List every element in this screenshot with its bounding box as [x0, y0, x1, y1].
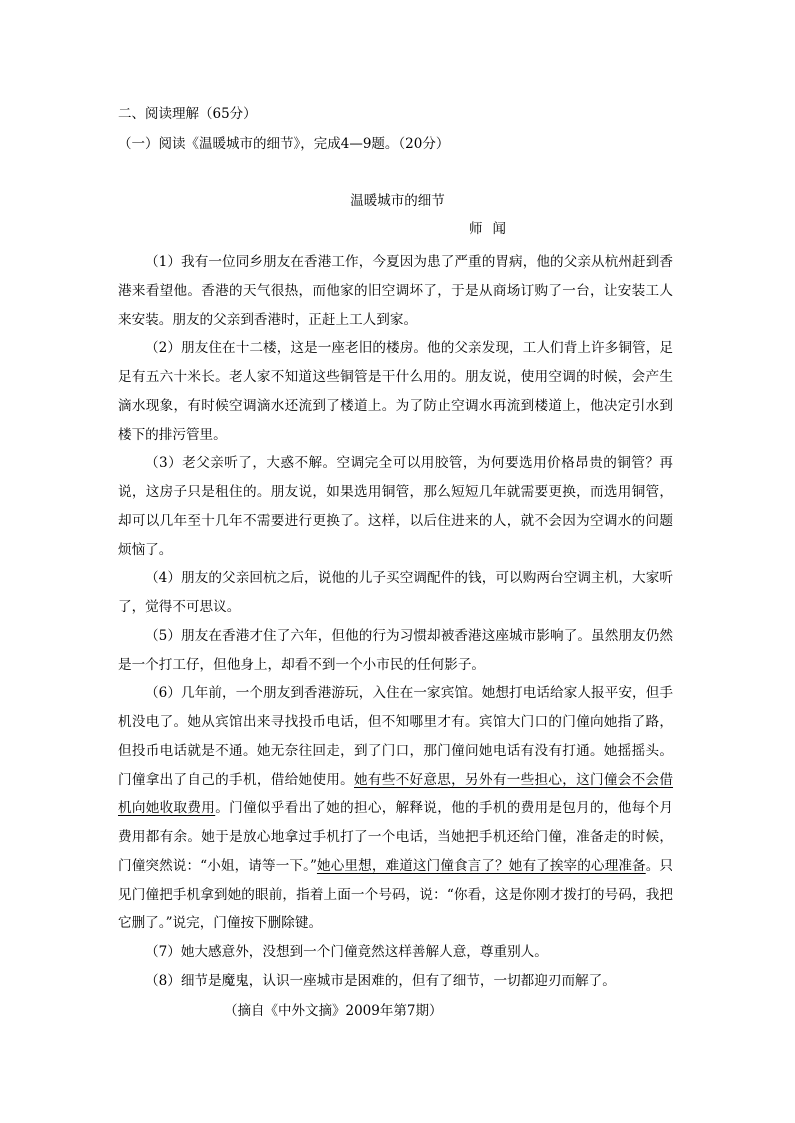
- article-source: （摘自《中外文摘》2009年第7期）: [224, 1003, 443, 1019]
- paragraph-4: （4）朋友的父亲回杭之后，说他的儿子买空调配件的钱，可以购两台空调主机，大家听了，觉得不可思议。: [118, 570, 673, 615]
- article-author: 师闻: [469, 221, 516, 237]
- paragraph-2: （2）朋友住在十二楼，这是一座老旧的楼房。他的父亲发现，工人们背上许多铜管，足足有五六十米长。老人家不知道这些铜管是干什么用的。朋友说，使用空调的时候，会产生滴水现象，有时候空调滴水还流到了楼道上。为了防止空调水再流到楼道上，他决定引水到楼下的排污管里。: [118, 340, 673, 443]
- paragraph-6: [118, 679, 673, 938]
- paragraph-6-part-b: 。门僮似乎看出了她的担心，解释说，他的手机的费用是包月的，他每个月费用都有余。她于是放心地拿过手机打了一个电话，当她把手机还给门僮，准备走的时候，门僮突然说：“小姐，请等一下。”: [118, 800, 674, 874]
- paragraph-6-part-a: （6）几年前，一个朋友到香港游玩，入住在一家宾馆。她想打电话给家人报平安，但手机没电了。她从宾馆出来寻找投币电话，但不知哪里才有。宾馆大门口的门僮向她指了路，但投币电话就是不通。她无奈往回走，到了门口，那门僮问她电话有没有打通。她摇摇头。门僮拿出了自己的手机，借给她使用。: [118, 685, 673, 788]
- paragraph-7: （7）她大感意外，没想到一个门僮竟然这样善解人意，尊重别人。: [145, 944, 548, 960]
- article-title: 温暖城市的细节: [350, 193, 445, 209]
- underlined-sentence-1: 她有些不好意思，另外有一些担心，这门僮会不会借机向她收取费用: [118, 771, 674, 817]
- paragraph-5: （5）朋友在香港才住了六年，但他的行为习惯却被香港这座城市影响了。虽然朋友仍然是一个打工仔，但他身上，却看不到一个小市民的任何影子。: [118, 627, 673, 673]
- underlined-sentence-2: 她心里想，难道这门僮食言了？她有了挨宰的心理准备: [316, 857, 646, 874]
- paragraph-8: （8）细节是魔鬼，认识一座城市是困难的，但有了细节，一切都迎刃而解了。: [145, 972, 616, 989]
- paragraph-3: （3）老父亲听了，大惑不解。空调完全可以用胶管，为何要选用价格昂贵的铜管？再说，这房子只是租住的。朋友说，如果选用铜管，那么短短几年就需要更换，而选用铜管，却可以几年至十几年不需要进行更换了。这样，以后住进来的人，就不会因为空调水的问题烦恼了。: [118, 455, 673, 558]
- paragraph-1: （1）我有一位同乡朋友在香港工作，今夏因为患了严重的胃病，他的父亲从杭州赶到香港来看望他。香港的天气很热，而他家的旧空调坏了，于是从商场订购了一台，让安装工人来安装。朋友的父亲到香港时，正赶上工人到家。: [118, 254, 673, 328]
- article-body: [118, 248, 673, 996]
- paragraph-6-part-c: 。只见门僮把手机拿到她的眼前，指着上面一个号码，说：“你看，这是你刚才拨打的号码，我把它删了。”说完，门僮按下删除键。: [118, 857, 674, 932]
- section-heading: 二、阅读理解（65分）: [118, 106, 257, 122]
- task-instruction: （一）阅读《温暖城市的细节》，完成4—9题。（20分）: [118, 136, 450, 152]
